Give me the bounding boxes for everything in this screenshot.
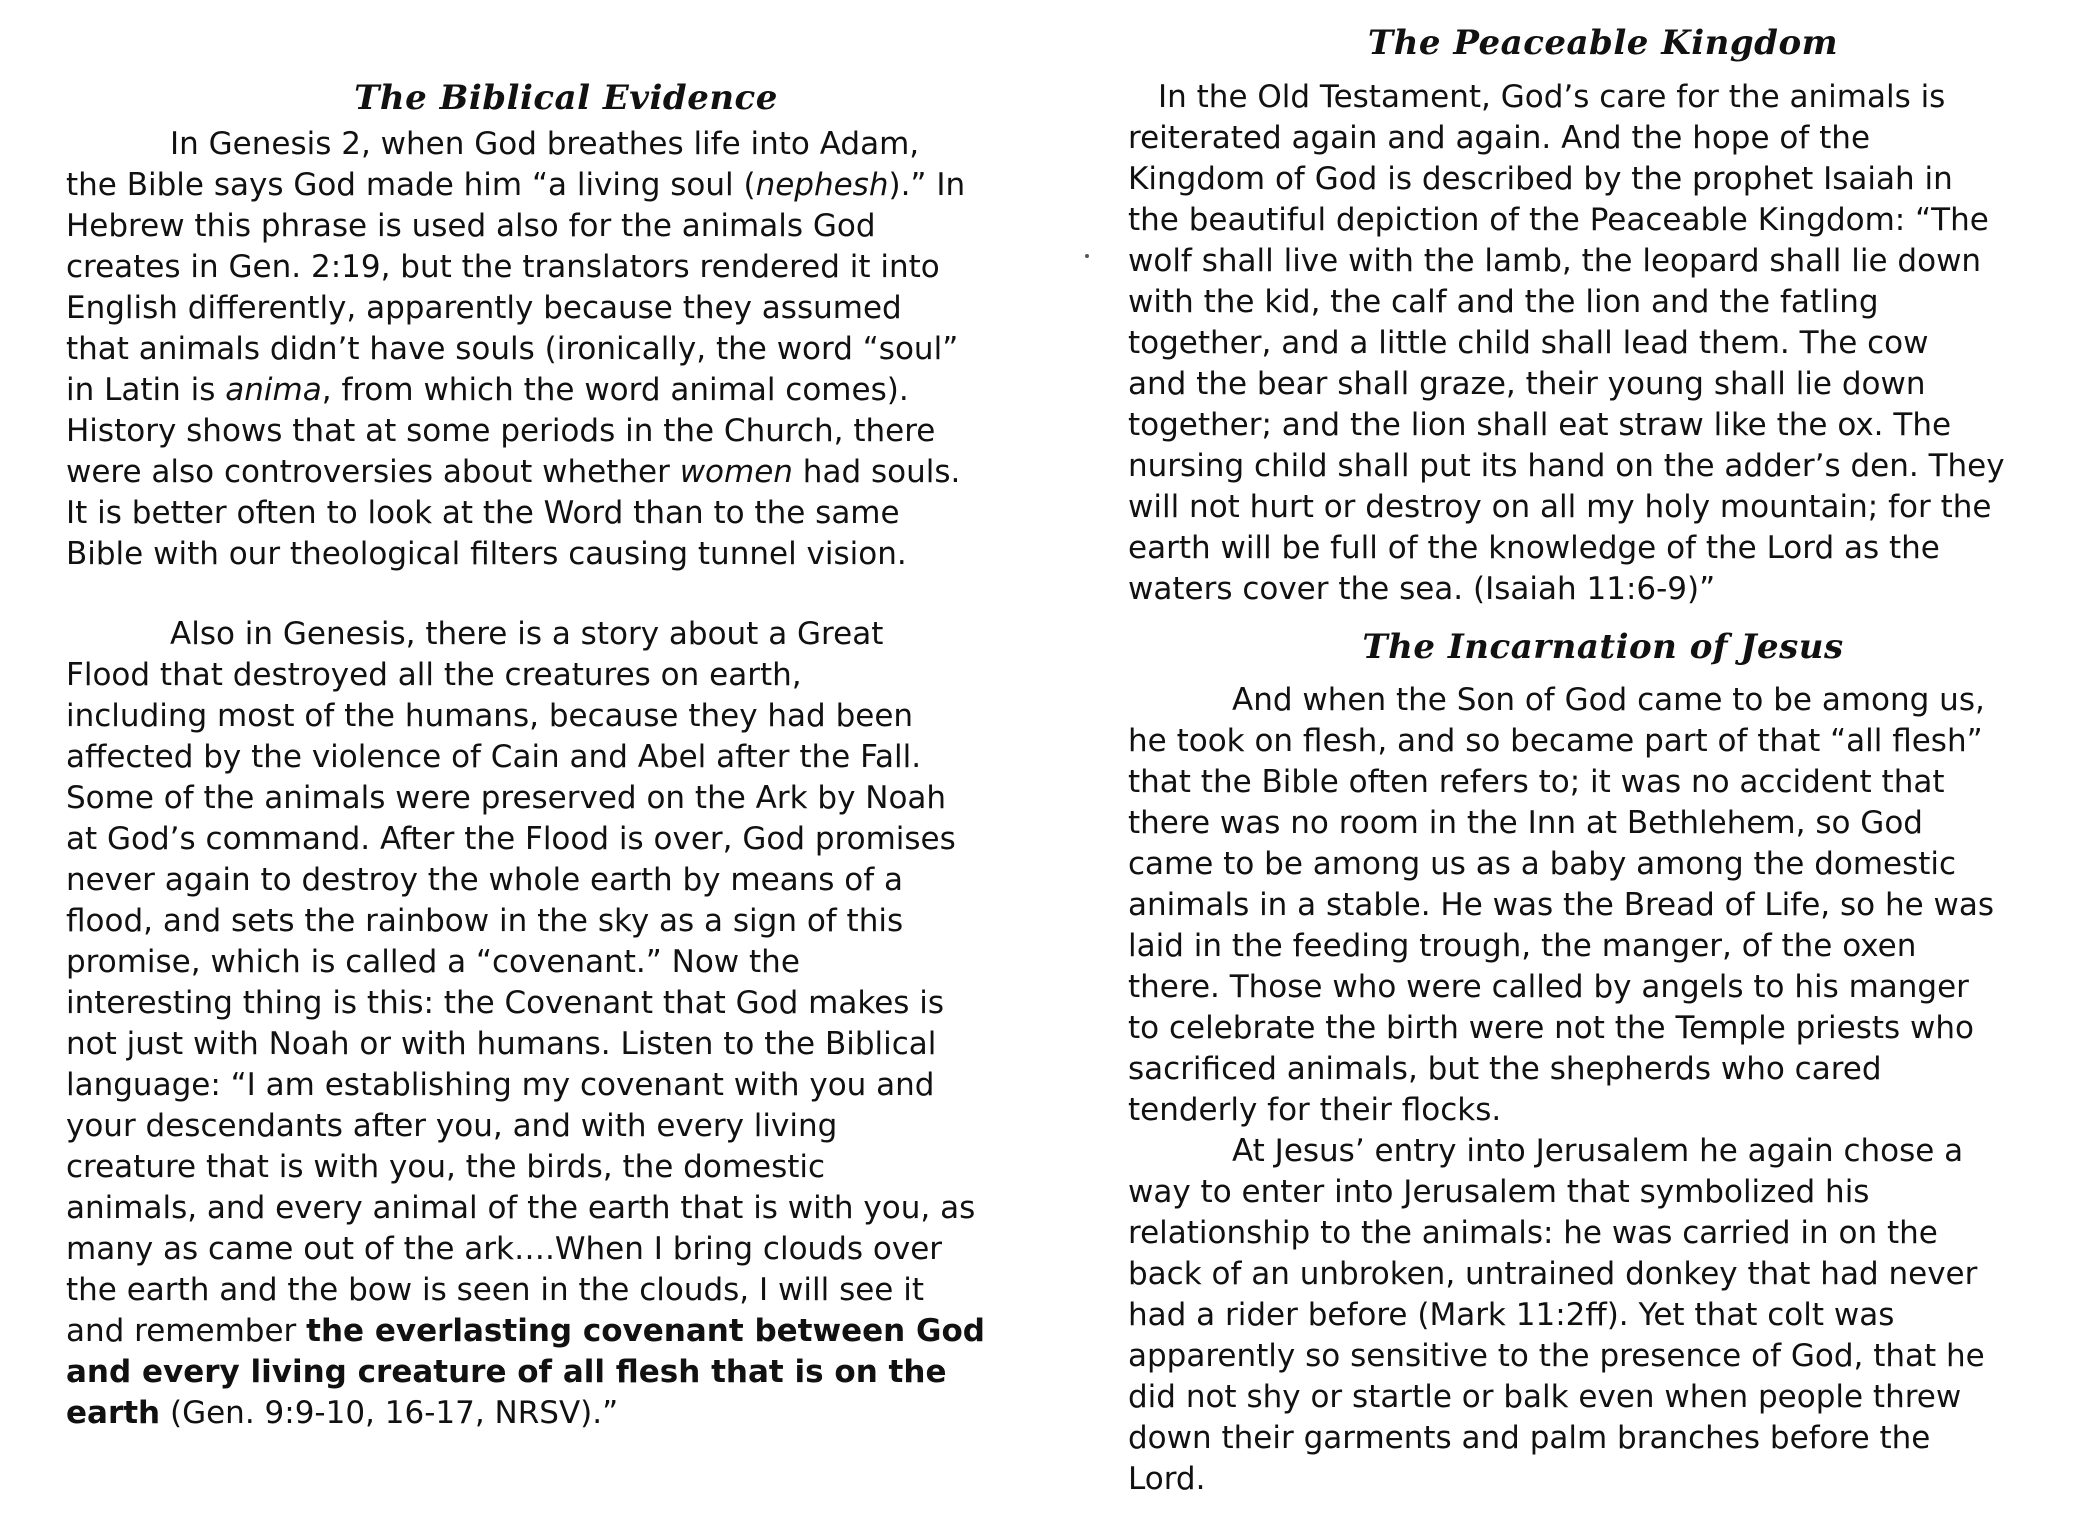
- text-line: tenderly for their flocks.: [1128, 1092, 1502, 1128]
- text-line: [66, 1311, 985, 1352]
- text-line: language: “I am establishing my covenant with you and: [66, 1067, 935, 1103]
- text-line: In Genesis 2, when God breathes life into Adam,: [170, 126, 920, 162]
- paragraph-jerusalem-entry: [1128, 1131, 1985, 1500]
- bold-text: and every living creature of all flesh that is on the: [66, 1354, 947, 1390]
- text-line: way to enter into Jerusalem that symbolized his: [1128, 1174, 1870, 1210]
- text-run: had souls.: [792, 454, 961, 490]
- text-run: (Gen. 9:9-10, 16-17, NRSV).”: [160, 1395, 619, 1431]
- text-line: reiterated again and again. And the hope of the: [1128, 120, 1871, 156]
- paragraph-genesis-2: [66, 124, 965, 575]
- text-line: came to be among us as a baby among the domestic: [1128, 846, 1957, 882]
- text-run: , from which the word animal comes).: [321, 372, 909, 408]
- text-line: Flood that destroyed all the creatures on earth,: [66, 657, 802, 693]
- text-line: nursing child shall put its hand on the adder’s den. They: [1128, 448, 2005, 484]
- text-line: waters cover the sea. (Isaiah 11:6-9)”: [1128, 571, 1716, 607]
- text-line: that the Bible often refers to; it was no accident that: [1128, 764, 1945, 800]
- bold-text: earth: [66, 1395, 161, 1431]
- text-line: there. Those who were called by angels to his manger: [1128, 969, 1969, 1005]
- text-run: the Bible says God made him “a living soul (: [66, 167, 756, 203]
- text-line: he took on flesh, and so became part of that “all flesh”: [1128, 723, 1983, 759]
- text-line: Also in Genesis, there is a story about a Great: [170, 616, 884, 652]
- text-line: did not shy or startle or balk even when people threw: [1128, 1379, 1962, 1415]
- text-line: Kingdom of God is described by the prophet Isaiah in: [1128, 161, 1953, 197]
- text-line: animals, and every animal of the earth that is with you, as: [66, 1190, 976, 1226]
- text-line: And when the Son of God came to be among us,: [1232, 682, 1985, 718]
- text-line: Hebrew this phrase is used also for the animals God: [66, 208, 876, 244]
- text-line: relationship to the animals: he was carried in on the: [1128, 1215, 1938, 1251]
- text-line: back of an unbroken, untrained donkey that had never: [1128, 1256, 1978, 1292]
- text-line: at God’s command. After the Flood is over, God promises: [66, 821, 956, 857]
- text-line: [66, 1393, 985, 1434]
- text-line: affected by the violence of Cain and Abel after the Fall.: [66, 739, 922, 775]
- text-line: the earth and the bow is seen in the clouds, I will see it: [66, 1272, 924, 1308]
- text-line: to celebrate the birth were not the Temple priests who: [1128, 1010, 1975, 1046]
- text-line: including most of the humans, because they had been: [66, 698, 914, 734]
- text-run: and remember: [66, 1313, 307, 1349]
- text-line: In the Old Testament, God’s care for the animals is: [1158, 79, 1946, 115]
- bold-text: the everlasting covenant between God: [306, 1313, 985, 1349]
- heading-incarnation-of-jesus: The Incarnation of Jesus: [1362, 627, 1844, 667]
- text-line: interesting thing is this: the Covenant that God makes is: [66, 985, 945, 1021]
- text-line: that animals didn’t have souls (ironically, the word “soul”: [66, 331, 959, 367]
- text-line: laid in the feeding trough, the manger, of the oxen: [1128, 928, 1917, 964]
- text-line: together, and a little child shall lead them. The cow: [1128, 325, 1929, 361]
- text-line: Bible with our theological filters causing tunnel vision.: [66, 536, 907, 572]
- text-line: English differently, apparently because they assumed: [66, 290, 902, 326]
- text-line: [66, 1352, 985, 1393]
- text-line: had a rider before (Mark 11:2ff). Yet that colt was: [1128, 1297, 1895, 1333]
- text-line: animals in a stable. He was the Bread of Life, so he was: [1128, 887, 1995, 923]
- text-line: and the bear shall graze, their young shall lie down: [1128, 366, 1926, 402]
- text-run: were also controversies about whether: [66, 454, 680, 490]
- italic-word: women: [679, 454, 793, 490]
- text-line: It is better often to look at the Word than to the same: [66, 495, 900, 531]
- text-line: At Jesus’ entry into Jerusalem he again chose a: [1232, 1133, 1964, 1169]
- text-line: there was no room in the Inn at Bethlehem, so God: [1128, 805, 1923, 841]
- heading-biblical-evidence: The Biblical Evidence: [354, 78, 778, 118]
- text-run: in Latin is: [66, 372, 226, 408]
- text-line: down their garments and palm branches before the: [1128, 1420, 1931, 1456]
- italic-word: nephesh: [755, 167, 889, 203]
- text-line: will not hurt or destroy on all my holy mountain; for the: [1128, 489, 1992, 525]
- paragraph-great-flood: [66, 614, 985, 1434]
- text-line: [66, 452, 965, 493]
- text-line: wolf shall live with the lamb, the leopard shall lie down: [1128, 243, 1982, 279]
- text-line: creature that is with you, the birds, the domestic: [66, 1149, 826, 1185]
- text-line: [66, 370, 965, 411]
- text-line: Lord.: [1128, 1461, 1206, 1497]
- text-line: promise, which is called a “covenant.” Now the: [66, 944, 800, 980]
- text-line: Some of the animals were preserved on the Ark by Noah: [66, 780, 947, 816]
- stray-dot: [1085, 254, 1089, 258]
- text-line: creates in Gen. 2:19, but the translators rendered it into: [66, 249, 940, 285]
- text-line: apparently so sensitive to the presence of God, that he: [1128, 1338, 1985, 1374]
- text-line: your descendants after you, and with every living: [66, 1108, 838, 1144]
- text-line: [66, 165, 965, 206]
- text-line: the beautiful depiction of the Peaceable Kingdom: “The: [1128, 202, 1989, 238]
- text-line: History shows that at some periods in the Church, there: [66, 413, 936, 449]
- text-line: many as came out of the ark….When I bring clouds over: [66, 1231, 943, 1267]
- text-line: never again to destroy the whole earth by means of a: [66, 862, 904, 898]
- text-line: with the kid, the calf and the lion and the fatling: [1128, 284, 1879, 320]
- paragraph-old-testament: [1128, 77, 2005, 610]
- italic-word: anima: [225, 372, 322, 408]
- text-line: sacrificed animals, but the shepherds who cared: [1128, 1051, 1882, 1087]
- paragraph-son-of-god: [1128, 680, 1994, 1131]
- text-line: earth will be full of the knowledge of the Lord as the: [1128, 530, 1940, 566]
- text-run: ).” In: [888, 167, 966, 203]
- text-line: not just with Noah or with humans. Listen to the Biblical: [66, 1026, 937, 1062]
- text-line: together; and the lion shall eat straw like the ox. The: [1128, 407, 1952, 443]
- heading-peaceable-kingdom: The Peaceable Kingdom: [1367, 23, 1839, 63]
- text-line: flood, and sets the rainbow in the sky as a sign of this: [66, 903, 904, 939]
